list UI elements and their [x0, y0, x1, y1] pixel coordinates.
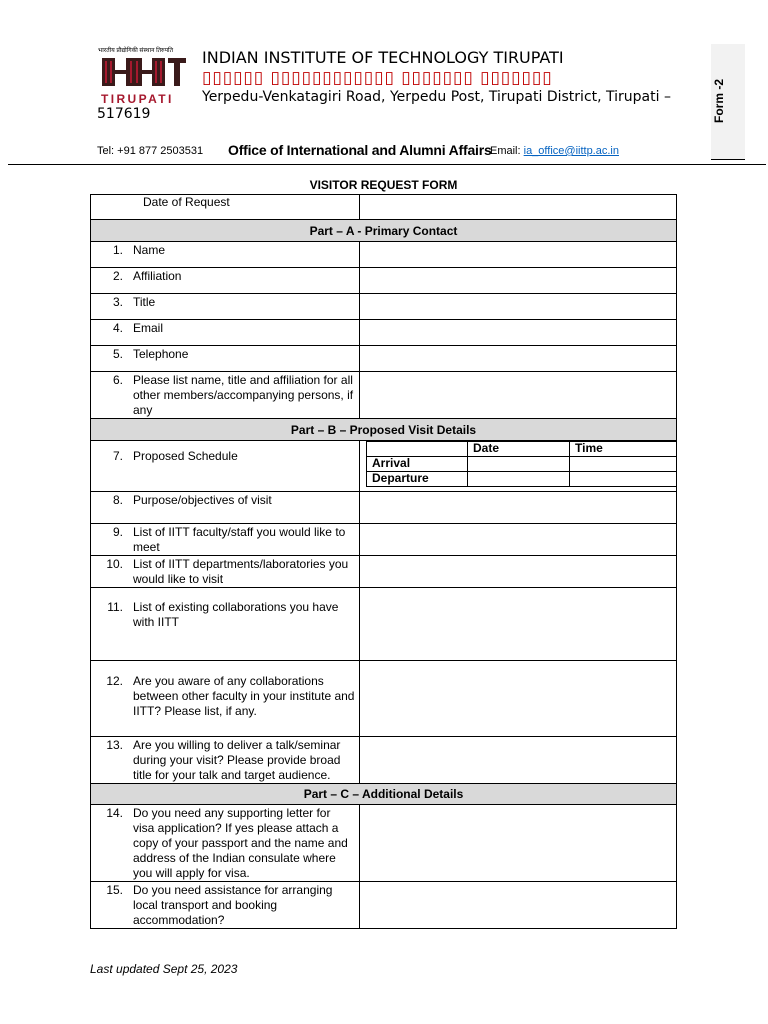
institute-pincode: 517619: [97, 106, 151, 122]
table-row: [91, 492, 677, 524]
departure-date-field[interactable]: [468, 472, 570, 487]
email-line: [490, 145, 619, 157]
answer-visa-letter-field[interactable]: [360, 805, 677, 882]
table-row: [91, 320, 677, 346]
answer-accompanying-persons-field[interactable]: [360, 372, 677, 419]
table-row: [91, 805, 677, 882]
date-of-request-label: Date of Request: [143, 195, 230, 209]
answer-other-collaborations-field[interactable]: [360, 661, 677, 737]
question-affiliation: 2. Affiliation: [112, 269, 182, 283]
schedule-header-row: [367, 442, 677, 457]
visitor-request-table: [90, 194, 677, 929]
form-tab-underline: [711, 159, 745, 160]
schedule-row-arrival: Arrival: [367, 457, 468, 472]
table-row: [91, 524, 677, 556]
question-talk-seminar: 13. Are you willing to deliver a talk/seminar during your visit? Please provide broad title for your talk and target audience.: [106, 738, 341, 782]
schedule-row-departure: Departure: [367, 472, 468, 487]
institute-address: Yerpedu-Venkatagiri Road, Yerpedu Post, Tirupati District, Tirupati –: [202, 89, 671, 105]
header-divider: [8, 164, 766, 165]
question-purpose: 8. Purpose/objectives of visit: [112, 493, 272, 507]
telephone-number: Tel: +91 877 2503531: [97, 145, 204, 157]
question-transport-accommodation: 15. Do you need assistance for arranging local transport and booking accommodation?: [106, 883, 333, 927]
section-part-c: Part – C – Additional Details: [91, 784, 677, 805]
question-accompanying-persons: 6. Please list name, title and affiliation for all other members/accompanying persons, if any: [112, 373, 354, 417]
table-row: [91, 195, 677, 220]
last-updated-note: Last updated Sept 25, 2023: [90, 962, 238, 976]
section-header-row: [91, 220, 677, 242]
question-visa-letter: 14. Do you need any supporting letter for visa application? If yes please attach a copy of your passport and the name and address of the Indian consulate where you will apply for visa.: [106, 806, 348, 880]
office-title: Office of International and Alumni Affairs: [228, 142, 492, 158]
date-of-request-label-cell: [91, 195, 360, 220]
arrival-time-field[interactable]: [570, 457, 677, 472]
departure-time-field[interactable]: [570, 472, 677, 487]
question-other-collaborations: 12. Are you aware of any collaborations between other faculty in your institute and IITT? Please list, if any.: [106, 674, 355, 718]
question-email: 4. Email: [112, 321, 164, 335]
table-row: [91, 294, 677, 320]
table-row: [91, 346, 677, 372]
schedule-departure-row: [367, 472, 677, 487]
section-header-row: [91, 784, 677, 805]
logo-tirupati-text: TIRUPATI: [101, 92, 174, 106]
answer-telephone-field[interactable]: [360, 346, 677, 372]
table-row: [91, 737, 677, 784]
question-telephone: 5. Telephone: [112, 347, 189, 361]
email-label: Email:: [490, 145, 521, 157]
section-part-b: Part – B – Proposed Visit Details: [91, 419, 677, 441]
table-row: [91, 588, 677, 661]
answer-transport-accommodation-field[interactable]: [360, 882, 677, 929]
section-header-row: [91, 419, 677, 441]
answer-email-field[interactable]: [360, 320, 677, 346]
date-of-request-field[interactable]: [360, 195, 677, 220]
form-number-tab: [711, 44, 745, 160]
schedule-cell: [360, 441, 677, 492]
table-row: [91, 882, 677, 929]
table-row: [91, 242, 677, 268]
answer-faculty-to-meet-field[interactable]: [360, 524, 677, 556]
form-number: Form -2: [712, 78, 727, 124]
schedule-col-date: Date: [468, 442, 570, 457]
answer-departments-to-visit-field[interactable]: [360, 556, 677, 588]
answer-name-field[interactable]: [360, 242, 677, 268]
table-row: [91, 268, 677, 294]
question-faculty-to-meet: 9. List of IITT faculty/staff you would like to meet: [112, 525, 346, 554]
question-title: 3. Title: [112, 295, 156, 309]
question-departments-to-visit: 10. List of IITT departments/laboratories you would like to visit: [106, 557, 349, 586]
schedule-col-time: Time: [570, 442, 677, 457]
institute-name-hindi: ▯▯▯▯▯▯ ▯▯▯▯▯▯▯▯▯▯▯▯ ▯▯▯▯▯▯▯ ▯▯▯▯▯▯▯: [202, 68, 553, 88]
form-title: VISITOR REQUEST FORM: [309, 178, 458, 192]
logo-hindi-text: भारतीय प्रौद्योगिकी संस्थान तिरुपति: [98, 48, 174, 54]
question-existing-collaborations: 11. List of existing collaborations you have with IITT: [107, 600, 339, 629]
answer-affiliation-field[interactable]: [360, 268, 677, 294]
question-proposed-schedule: 7. Proposed Schedule: [112, 449, 238, 463]
answer-talk-seminar-field[interactable]: [360, 737, 677, 784]
table-row: [91, 441, 677, 492]
institute-name: INDIAN INSTITUTE OF TECHNOLOGY TIRUPATI: [202, 48, 564, 67]
answer-purpose-field[interactable]: [360, 492, 677, 524]
section-part-a: Part – A - Primary Contact: [91, 220, 677, 242]
question-name: 1. Name: [112, 243, 166, 257]
answer-title-field[interactable]: [360, 294, 677, 320]
answer-existing-collaborations-field[interactable]: [360, 588, 677, 661]
arrival-date-field[interactable]: [468, 457, 570, 472]
schedule-corner-cell: [367, 442, 468, 457]
email-link[interactable]: ia_office@iittp.ac.in: [523, 145, 619, 157]
schedule-table: [366, 441, 677, 487]
table-row: [91, 661, 677, 737]
table-row: [91, 372, 677, 419]
schedule-arrival-row: [367, 457, 677, 472]
table-row: [91, 556, 677, 588]
